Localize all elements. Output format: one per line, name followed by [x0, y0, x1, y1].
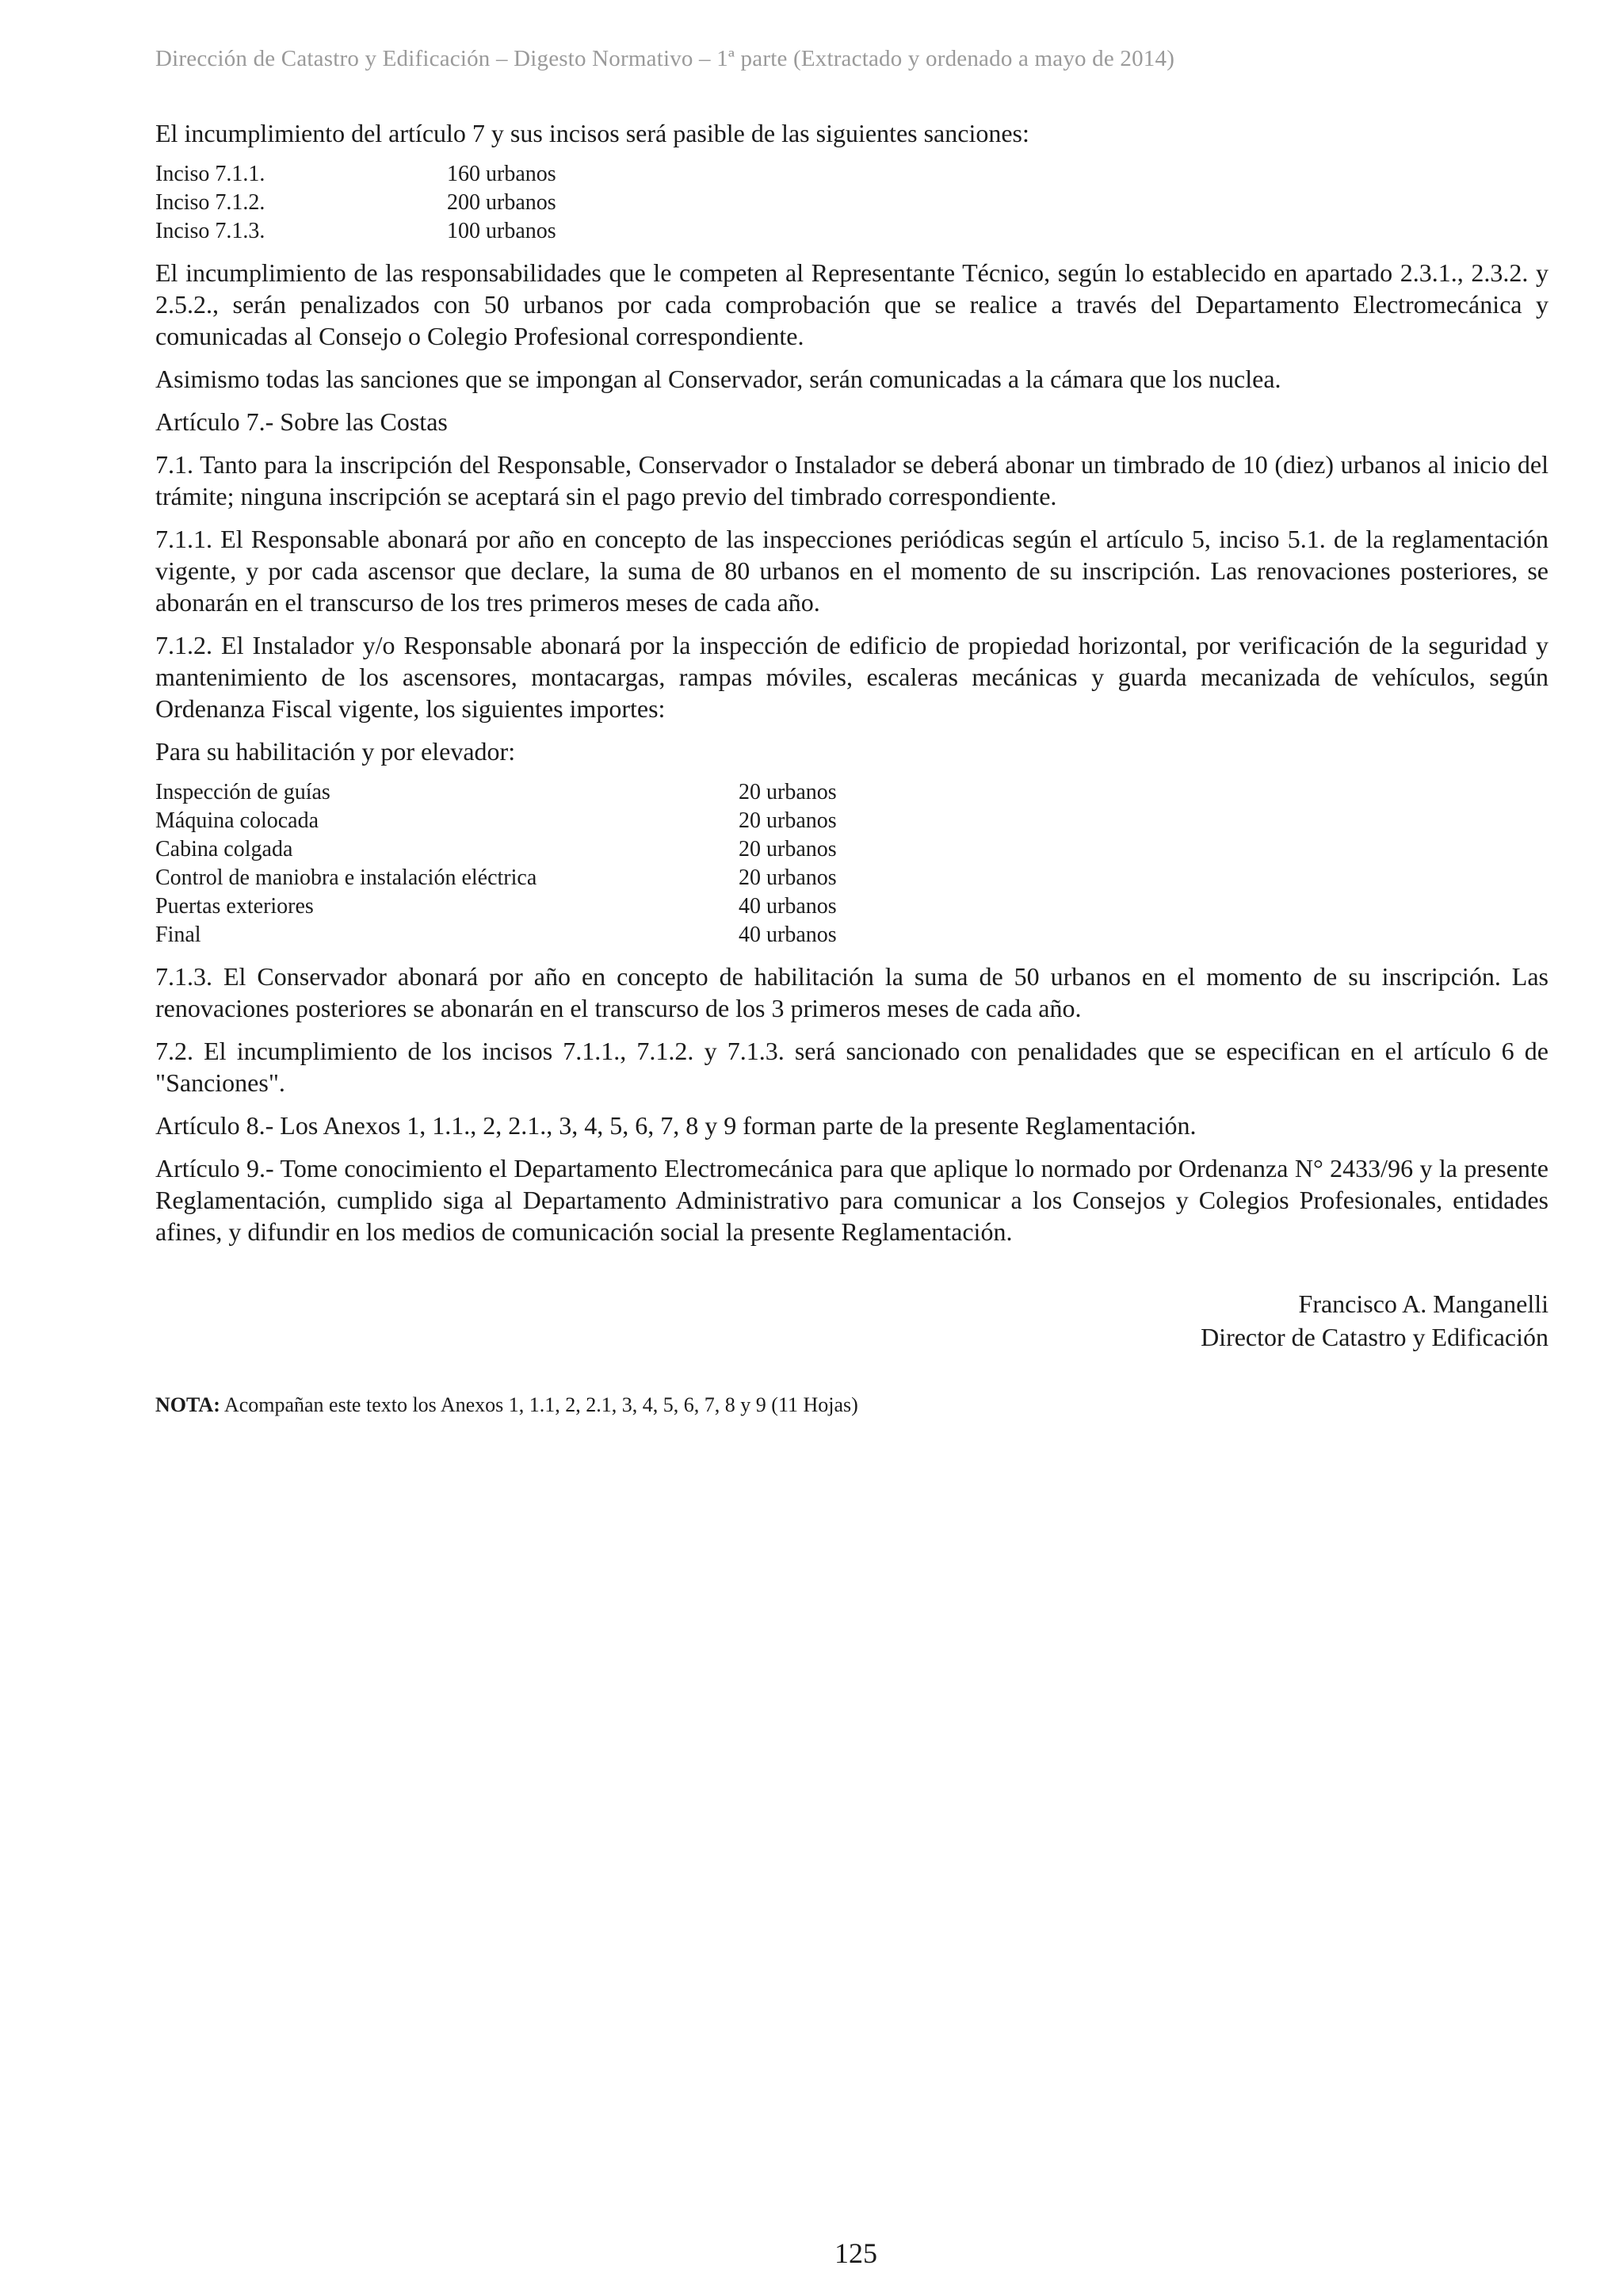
sanction-value: 200 urbanos: [447, 190, 556, 215]
fee-label: Inspección de guías: [155, 780, 330, 804]
signatory-title: Director de Catastro y Edificación: [1201, 1323, 1549, 1351]
paragraph-7-1-2: 7.1.2. El Instalador y/o Responsable abonará por la inspección de edificio de propiedad horizontal, por verificación de la seguridad y mantenimiento de los ascensores, montacargas, rampas móviles, escaleras mecánicas y guarda mecanizada de vehículos, según Ordenanza Fiscal vigente, los siguientes importes:: [155, 631, 1549, 723]
fees-table: [155, 778, 1549, 949]
sanction-label: Inciso 7.1.3.: [155, 219, 265, 243]
table-row: [155, 864, 1549, 892]
sanction-value: 160 urbanos: [447, 162, 556, 186]
fee-value: 20 urbanos: [739, 780, 837, 804]
fee-value: 20 urbanos: [739, 837, 837, 861]
paragraph-7-1-1: 7.1.1. El Responsable abonará por año en concepto de las inspecciones periódicas según el artículo 5, inciso 5.1. de la reglamentación vigente, y por cada ascensor que declare, la suma de 80 urbanos en el momento de su inscripción. Las renovaciones posteriores, se abonarán en el transcurso de los tres primeros meses de cada año.: [155, 525, 1549, 617]
table-row: [155, 921, 1549, 949]
article-9: Artículo 9.- Tome conocimiento el Departamento Electromecánica para que aplique lo normado por Ordenanza N° 2433/96 y la presente Reglamentación, cumplido siga al Departamento Administrativo para comunicar a los Consejos y Colegios Profesionales, entidades afines, y difundir en los medios de comunicación social la presente Reglamentación.: [155, 1154, 1549, 1246]
sanction-label: Inciso 7.1.2.: [155, 190, 265, 215]
sanction-label: Inciso 7.1.1.: [155, 162, 265, 186]
paragraph-7-1: 7.1. Tanto para la inscripción del Responsable, Conservador o Instalador se deberá abonar un timbrado de 10 (diez) urbanos al inicio del trámite; ninguna inscripción se aceptará sin el pago previo del timbrado correspondiente.: [155, 450, 1549, 510]
paragraph-7-2: 7.2. El incumplimiento de los incisos 7.1.1., 7.1.2. y 7.1.3. será sancionado con penalidades que se especifican en el artículo 6 de "Sanciones".: [155, 1037, 1549, 1097]
paragraph-7-1-3: 7.1.3. El Conservador abonará por año en concepto de habilitación la suma de 50 urbanos en el momento de su inscripción. Las renovaciones posteriores se abonarán en el transcurso de los 3 primeros meses de cada año.: [155, 962, 1549, 1022]
signatory-name: Francisco A. Manganelli: [1298, 1289, 1549, 1318]
sanctions-table: [155, 160, 1549, 246]
page-number: 125: [834, 2237, 877, 2269]
fee-value: 40 urbanos: [739, 894, 837, 919]
table-row: [155, 217, 1549, 246]
fee-value: 20 urbanos: [739, 808, 837, 833]
nota-label: NOTA:: [155, 1393, 220, 1416]
table-row: [155, 892, 1549, 921]
table-row: [155, 778, 1549, 807]
fee-label: Cabina colgada: [155, 837, 293, 861]
fee-value: 20 urbanos: [739, 865, 837, 890]
fee-label: Puertas exteriores: [155, 894, 314, 919]
paragraph-conservador-sanciones: Asimismo todas las sanciones que se impongan al Conservador, serán comunicadas a la cámara que los nuclea.: [155, 365, 1281, 393]
fee-value: 40 urbanos: [739, 923, 837, 947]
article-8: Artículo 8.- Los Anexos 1, 1.1., 2, 2.1., 3, 4, 5, 6, 7, 8 y 9 forman parte de la presente Reglamentación.: [155, 1111, 1197, 1140]
running-header: Dirección de Catastro y Edificación – Digesto Normativo – 1ª parte (Extractado y ordenado a mayo de 2014): [155, 46, 1175, 71]
paragraph-representante-tecnico: El incumplimiento de las responsabilidades que le competen al Representante Técnico, según lo establecido en apartado 2.3.1., 2.3.2. y 2.5.2., serán penalizados con 50 urbanos por cada comprobación que se realice a través del Departamento Electromecánica y comunicadas al Consejo o Colegio Profesional correspondiente.: [155, 258, 1549, 350]
nota-text: Acompañan este texto los Anexos 1, 1.1, 2, 2.1, 3, 4, 5, 6, 7, 8 y 9 (11 Hojas): [220, 1393, 858, 1416]
sanction-value: 100 urbanos: [447, 219, 556, 243]
fee-label: Control de maniobra e instalación eléctrica: [155, 865, 537, 890]
table-row: [155, 160, 1549, 189]
paragraph-habilitacion: Para su habilitación y por elevador:: [155, 737, 516, 766]
table-row: [155, 835, 1549, 864]
signature-block: [155, 1287, 1549, 1354]
fee-label: Final: [155, 923, 201, 947]
paragraph-sanctions-intro: El incumplimiento del artículo 7 y sus incisos será pasible de las siguientes sanciones:: [155, 119, 1029, 147]
footnote-nota: [155, 1392, 1549, 1419]
table-row: [155, 807, 1549, 835]
table-row: [155, 189, 1549, 217]
fee-label: Máquina colocada: [155, 808, 319, 833]
article-7-heading: Artículo 7.- Sobre las Costas: [155, 407, 448, 436]
document-body: [155, 117, 1549, 1419]
